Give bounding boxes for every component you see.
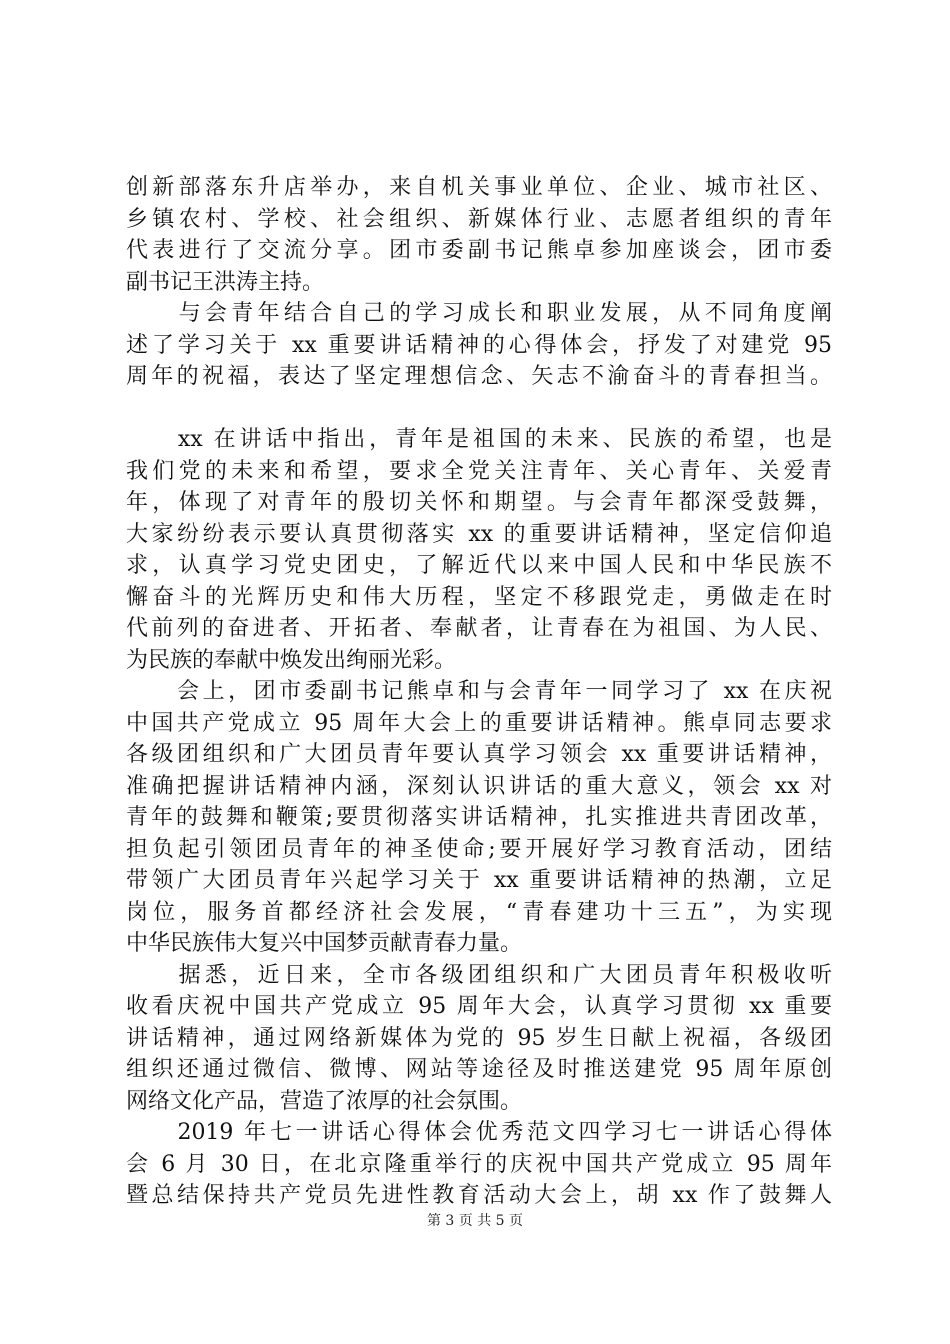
text-line: 创新部落东升店举办，来自机关事业单位、企业、城市社区、 <box>126 175 832 200</box>
text-line: 述了学习关于 xx 重要讲话精神的心得体会，抒发了对建党 95 <box>126 332 832 358</box>
text-line: 网络文化产品，营造了浓厚的社会氛围。 <box>126 1088 523 1114</box>
text-line: 中华民族伟大复兴中国梦贡献青春力量。 <box>126 931 523 956</box>
text-line: 大家纷纷表示要认真贯彻落实 xx 的重要讲话精神，坚定信仰追 <box>126 521 832 547</box>
text-line: 年，体现了对青年的殷切关怀和期望。与会青年都深受鼓舞， <box>126 490 832 515</box>
text-line: 周年的祝福，表达了坚定理想信念、矢志不渝奋斗的青春担当。 <box>126 364 832 389</box>
text-line: 副书记王洪涛主持。 <box>126 269 325 295</box>
blank-line <box>126 393 832 425</box>
text-line: 据悉，近日来，全市各级团组织和广大团员青年积极收听 <box>126 962 832 988</box>
text-line: 担负起引领团员青年的神圣使命;要开展好学习教育活动，团结 <box>126 836 832 862</box>
text-line: 代前列的奋进者、开拓者、奉献者，让青春在为祖国、为人民、 <box>126 616 832 641</box>
text-line: 暨总结保持共产党员先进性教育活动大会上，胡 xx 作了鼓舞人 <box>126 1183 832 1208</box>
text-line: 中国共产党成立 95 周年大会上的重要讲话精神。熊卓同志要求 <box>126 710 832 736</box>
text-line: 组织还通过微信、微博、网站等途径及时推送建党 95 周年原创 <box>126 1057 832 1082</box>
body-text <box>126 172 832 1212</box>
text-line: 代表进行了交流分享。团市委副书记熊卓参加座谈会，团市委 <box>126 238 832 263</box>
text-line: 2019 年七一讲话心得体会优秀范文四学习七一讲话心得体 <box>126 1120 832 1145</box>
text-line: 各级团组织和广大团员青年要认真学习领会 xx 重要讲话精神， <box>126 742 832 767</box>
text-line: xx 在讲话中指出，青年是祖国的未来、民族的希望，也是 <box>126 427 832 452</box>
page-number-footer: 第 3 页 共 5 页 <box>426 1213 524 1229</box>
text-line: 准确把握讲话精神内涵，深刻认识讲话的重大意义，领会 xx 对 <box>126 773 832 799</box>
text-line: 与会青年结合自己的学习成长和职业发展，从不同角度阐 <box>126 301 832 326</box>
text-line: 求，认真学习党史团史，了解近代以来中国人民和中华民族不 <box>126 553 832 578</box>
text-line: 讲话精神，通过网络新媒体为党的 95 岁生日献上祝福，各级团 <box>126 1025 832 1051</box>
text-line: 我们党的未来和希望，要求全党关注青年、关心青年、关爱青 <box>126 458 832 484</box>
text-line: 带领广大团员青年兴起学习关于 xx 重要讲话精神的热潮，立足 <box>126 868 832 893</box>
text-line: 乡镇农村、学校、社会组织、新媒体行业、志愿者组织的青年 <box>126 206 832 232</box>
text-line: 岗位，服务首都经济社会发展，“青春建功十三五”，为实现 <box>126 899 832 925</box>
text-line: 会上，团市委副书记熊卓和与会青年一同学习了 xx 在庆祝 <box>126 679 832 704</box>
text-line: 会 6 月 30 日，在北京隆重举行的庆祝中国共产党成立 95 周年 <box>126 1151 832 1177</box>
text-line: 懈奋斗的光辉历史和伟大历程，坚定不移跟党走，勇做走在时 <box>126 584 832 610</box>
text-line: 为民族的奉献中焕发出绚丽光彩。 <box>126 647 457 673</box>
text-line: 青年的鼓舞和鞭策;要贯彻落实讲话精神，扎实推进共青团改革， <box>126 805 832 830</box>
text-line: 收看庆祝中国共产党成立 95 周年大会，认真学习贯彻 xx 重要 <box>126 994 832 1019</box>
